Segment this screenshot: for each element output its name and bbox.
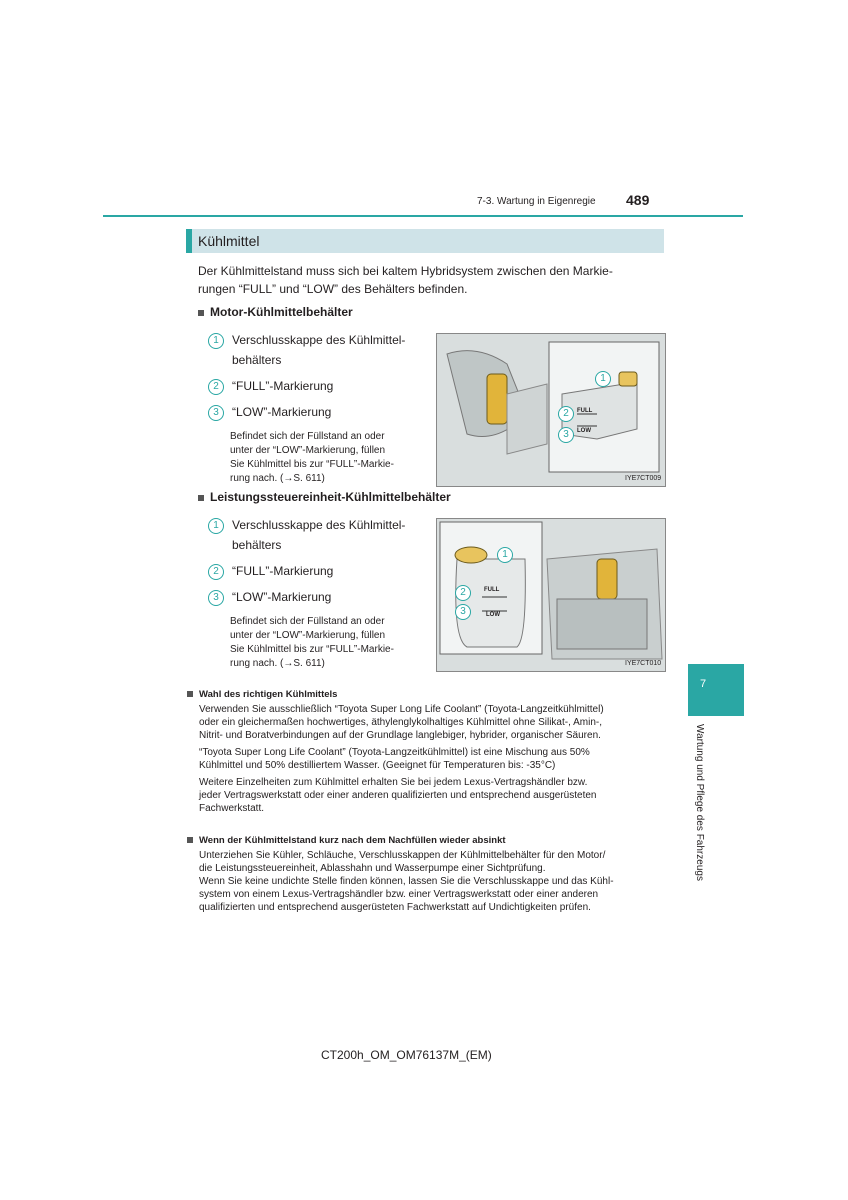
list-item	[208, 376, 428, 396]
number-1-icon: 1	[208, 333, 224, 349]
motor-title: Motor-Kühlmittelbehälter	[210, 305, 353, 319]
callout-3-icon: 3	[558, 427, 574, 443]
drop-p1	[187, 849, 659, 914]
text-line: Unterziehen Sie Kühler, Schläuche, Verschlusskappen der Kühlmittelbehälter für den Motor/	[199, 850, 606, 861]
pcu-note	[208, 615, 424, 671]
callout-1-icon: 1	[595, 371, 611, 387]
text-line: Verwenden Sie ausschließlich “Toyota Super Long Life Coolant” (Toyota-Langzeitkühlmittel)	[199, 704, 604, 715]
number-3-icon: 3	[208, 590, 224, 606]
choice-p2	[187, 746, 659, 772]
callout-2-icon: 2	[455, 585, 471, 601]
motor-note	[208, 430, 424, 486]
note-line: rung nach. (→S. 611)	[230, 473, 325, 484]
low-mark-label: LOW	[486, 612, 500, 618]
number-3-icon: 3	[208, 405, 224, 421]
full-mark-label: FULL	[484, 587, 500, 593]
chapter-title: Wartung und Pflege des Fahrzeugs	[694, 724, 705, 881]
callout-3-icon: 3	[455, 604, 471, 620]
item-text: behälters	[232, 538, 282, 552]
item-text: “FULL”-Markierung	[232, 379, 334, 393]
square-bullet-icon	[187, 691, 193, 697]
note-line: Sie Kühlmittel bis zur “FULL”-Markie-	[230, 459, 394, 470]
motor-subheading	[198, 305, 353, 319]
text-line: Nitrit- und Boratverbindungen auf der Grundlage langlebiger, hybrider, organischer Säuren.	[199, 730, 601, 741]
section-title: 7-3. Wartung in Eigenregie	[477, 196, 596, 207]
intro-line: Der Kühlmittelstand muss sich bei kaltem Hybridsystem zwischen den Markie-	[198, 264, 613, 278]
list-item	[208, 561, 428, 581]
choice-title-row	[187, 689, 659, 700]
text-line: Weitere Einzelheiten zum Kühlmittel erhalten Sie bei jedem Lexus-Vertragshändler bzw.	[199, 777, 588, 788]
item-text: Verschlusskappe des Kühlmittel-	[232, 333, 406, 347]
pcu-coolant-figure	[436, 518, 666, 672]
drop-title: Wenn der Kühlmittelstand kurz nach dem Nachfüllen wieder absinkt	[199, 835, 506, 846]
list-item	[208, 402, 428, 422]
item-text: Verschlusskappe des Kühlmittel-	[232, 518, 406, 532]
motor-coolant-figure	[436, 333, 666, 487]
number-2-icon: 2	[208, 564, 224, 580]
note-line: rung nach. (→S. 611)	[230, 658, 325, 669]
text-line: Wenn Sie keine undichte Stelle finden können, lassen Sie die Verschlusskappe und das Kühl-	[199, 876, 614, 887]
square-bullet-icon	[198, 495, 204, 501]
pcu-title: Leistungssteuereinheit-Kühlmittelbehälter	[210, 490, 451, 504]
choice-section	[187, 689, 659, 815]
item-text: “LOW”-Markierung	[232, 590, 332, 604]
chapter-tab	[688, 664, 744, 716]
text-line: “Toyota Super Long Life Coolant” (Toyota-Langzeitkühlmittel) ist eine Mischung aus 50%	[199, 747, 590, 758]
pcu-items	[208, 515, 428, 671]
list-item	[208, 515, 428, 555]
header-rule	[103, 215, 743, 217]
callout-2-icon: 2	[558, 406, 574, 422]
engine-illustration	[437, 334, 665, 486]
drop-title-row	[187, 835, 659, 846]
text-line: system von einem Lexus-Vertragshändler bzw. einer Vertragswerkstatt oder einer anderen	[199, 889, 599, 900]
pcu-subheading	[198, 490, 451, 504]
square-bullet-icon	[187, 837, 193, 843]
drop-section	[187, 835, 659, 914]
list-item	[208, 330, 428, 370]
item-text: “LOW”-Markierung	[232, 405, 332, 419]
note-line: unter der “LOW”-Markierung, füllen	[230, 630, 386, 641]
figure-code: IYE7CT009	[625, 475, 662, 482]
note-line: Befindet sich der Füllstand an oder	[230, 431, 385, 442]
text-line: oder ein gleichermaßen hochwertiges, äthylenglykolhaltiges Kühlmittel ohne Silikat-, Amin-,	[199, 717, 602, 728]
footer-code: CT200h_OM_OM76137M_(EM)	[321, 1048, 492, 1062]
intro-line: rungen “FULL” und “LOW” des Behälters befinden.	[198, 282, 468, 296]
intro-paragraph	[198, 262, 668, 298]
heading-accent	[186, 229, 192, 253]
item-text: “FULL”-Markierung	[232, 564, 334, 578]
chapter-number: 7	[700, 678, 707, 690]
page-heading: Kühlmittel	[198, 233, 260, 249]
full-mark-label: FULL	[577, 408, 593, 414]
pcu-illustration	[437, 519, 665, 671]
note-line: Befindet sich der Füllstand an oder	[230, 616, 385, 627]
choice-p3	[187, 776, 659, 815]
note-line: Sie Kühlmittel bis zur “FULL”-Markie-	[230, 644, 394, 655]
text-line: Kühlmittel und 50% destilliertem Wasser. (Geeignet für Temperaturen bis: -35°C)	[199, 760, 556, 771]
motor-items	[208, 330, 428, 486]
note-line: unter der “LOW”-Markierung, füllen	[230, 445, 386, 456]
number-2-icon: 2	[208, 379, 224, 395]
text-line: qualifizierten und entsprechend ausgerüsteten Fachwerkstatt auf Undichtigkeiten prüfen.	[199, 902, 591, 913]
figure-code: IYE7CT010	[625, 660, 662, 667]
choice-title: Wahl des richtigen Kühlmittels	[199, 689, 338, 700]
list-item	[208, 587, 428, 607]
text-line: jeder Vertragswerkstatt oder einer anderen qualifizierten und entsprechend ausgerüsteten	[199, 790, 597, 801]
text-line: die Leistungssteuereinheit, Ablasshahn und Wasserpumpe einer Sichtprüfung.	[199, 863, 546, 874]
page-number: 489	[626, 192, 650, 208]
choice-p1	[187, 703, 659, 742]
number-1-icon: 1	[208, 518, 224, 534]
callout-1-icon: 1	[497, 547, 513, 563]
item-text: behälters	[232, 353, 282, 367]
text-line: Fachwerkstatt.	[199, 803, 265, 814]
low-mark-label: LOW	[577, 428, 591, 434]
square-bullet-icon	[198, 310, 204, 316]
